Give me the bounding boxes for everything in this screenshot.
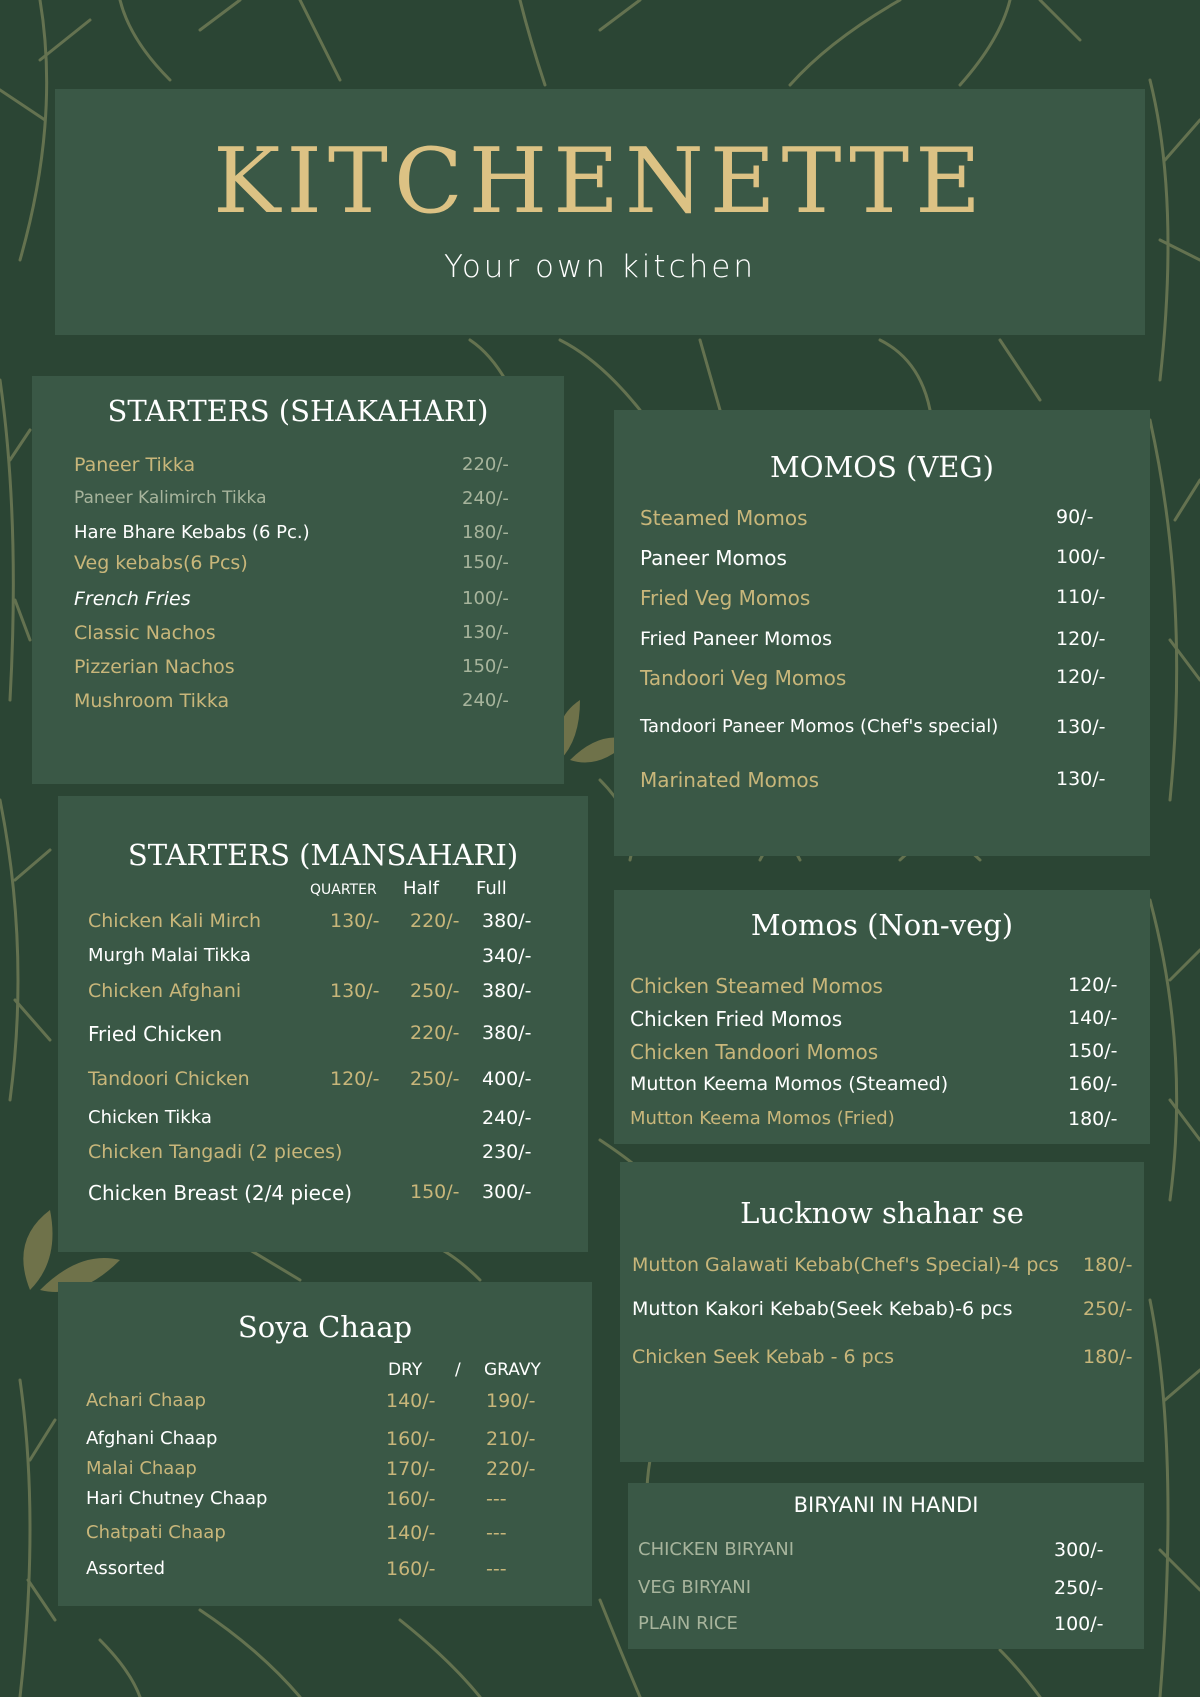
menu-item: [58, 910, 588, 940]
section-title: BIRYANI IN HANDI: [793, 1493, 979, 1517]
menu-item: [32, 454, 564, 484]
section-starters-veg: [32, 376, 564, 784]
item-name: Assorted: [86, 1558, 166, 1579]
menu-item: [58, 1141, 588, 1171]
menu-item: [628, 1613, 1144, 1643]
item-name: Tandoori Paneer Momos (Chef's special): [640, 716, 999, 737]
item-name: Chicken Kali Mirch: [88, 910, 262, 932]
item-price-price: 120/-: [1056, 666, 1106, 688]
item-price-price: 240/-: [462, 690, 509, 711]
menu-item: [614, 546, 1150, 576]
menu-item: [620, 1298, 1144, 1328]
item-price-dry: 170/-: [386, 1458, 436, 1480]
menu-item: [614, 974, 1150, 1004]
item-name: Chicken Steamed Momos: [630, 974, 883, 998]
item-name: Paneer Kalimirch Tikka: [74, 488, 267, 508]
menu-item: [614, 716, 1150, 746]
menu-item: [58, 1488, 592, 1518]
item-price-full: 230/-: [482, 1141, 532, 1163]
item-name: Marinated Momos: [640, 768, 820, 792]
item-price-price: 160/-: [1068, 1073, 1118, 1095]
menu-item: [32, 488, 564, 518]
item-name: Fried Paneer Momos: [640, 628, 832, 650]
item-price-half: 250/-: [410, 1068, 460, 1090]
menu-item: [32, 622, 564, 652]
item-price-gravy: ---: [486, 1522, 507, 1544]
item-price-price: 300/-: [1054, 1539, 1104, 1561]
item-name: Chicken Tikka: [88, 1107, 212, 1128]
section-title: Momos (Non-veg): [750, 908, 1014, 942]
column-half: Half: [403, 878, 439, 899]
item-price-gravy: 190/-: [486, 1390, 536, 1412]
item-price-full: 340/-: [482, 945, 532, 967]
item-price-dry: 160/-: [386, 1428, 436, 1450]
menu-item: [32, 552, 564, 582]
menu-item: [58, 1458, 592, 1488]
item-name: Hare Bhare Kebabs (6 Pc.): [74, 522, 310, 543]
item-price-price: 180/-: [1068, 1108, 1118, 1130]
menu-item: [628, 1577, 1144, 1607]
item-name: Fried Veg Momos: [640, 586, 811, 610]
item-price-quarter: 130/-: [330, 980, 380, 1002]
item-price-full: 380/-: [482, 1022, 532, 1044]
item-price-gravy: ---: [486, 1488, 507, 1510]
menu-item: [58, 945, 588, 975]
section-starters-nonveg: [58, 796, 588, 1252]
item-price-gravy: 220/-: [486, 1458, 536, 1480]
menu-item: [32, 522, 564, 552]
menu-item: [620, 1346, 1144, 1376]
item-price-price: 140/-: [1068, 1007, 1118, 1029]
item-price-half: 250/-: [410, 980, 460, 1002]
section-momos-nonveg: [614, 890, 1150, 1144]
tagline: Your own kitchen: [444, 249, 756, 285]
section-title: STARTERS (SHAKAHARI): [107, 394, 489, 428]
item-price-gravy: ---: [486, 1558, 507, 1580]
item-price-price: 120/-: [1068, 974, 1118, 996]
item-name: Classic Nachos: [74, 622, 216, 644]
menu-item: [614, 1108, 1150, 1138]
item-price-price: 240/-: [462, 488, 509, 509]
section-title: MOMOS (VEG): [770, 450, 994, 484]
item-price-price: 250/-: [1054, 1577, 1104, 1599]
column-separator: /: [455, 1360, 461, 1380]
menu-item: [614, 628, 1150, 658]
item-price-price: 100/-: [1054, 1613, 1104, 1635]
menu-item: [614, 1007, 1150, 1037]
menu-item: [32, 690, 564, 720]
menu-item: [614, 768, 1150, 798]
item-name: Mutton Kakori Kebab(Seek Kebab)-6 pcs: [632, 1298, 1013, 1320]
menu-item: [58, 1181, 588, 1211]
menu-item: [620, 1254, 1144, 1284]
item-name: Malai Chaap: [86, 1458, 197, 1479]
item-price-price: 220/-: [462, 454, 509, 475]
column-dry: DRY: [388, 1360, 423, 1380]
item-name: Chatpati Chaap: [86, 1522, 226, 1543]
item-name: Chicken Seek Kebab - 6 pcs: [632, 1346, 895, 1368]
menu-item: [628, 1539, 1144, 1569]
item-price-dry: 160/-: [386, 1558, 436, 1580]
item-price-price: 250/-: [1083, 1298, 1133, 1320]
item-name: Veg kebabs(6 Pcs): [74, 552, 248, 574]
item-name: Mutton Keema Momos (Steamed): [630, 1073, 949, 1095]
item-price-price: 150/-: [462, 552, 509, 573]
section-title: STARTERS (MANSAHARI): [127, 838, 519, 872]
column-full: Full: [476, 878, 507, 899]
menu-item: [614, 1073, 1150, 1103]
item-name: Pizzerian Nachos: [74, 656, 235, 678]
menu-item: [614, 1040, 1150, 1070]
item-name: Chicken Afghani: [88, 980, 242, 1002]
item-price-quarter: 120/-: [330, 1068, 380, 1090]
item-price-price: 180/-: [1083, 1346, 1133, 1368]
section-title: Soya Chaap: [237, 1310, 413, 1344]
menu-item: [614, 666, 1150, 696]
menu-item: [58, 1107, 588, 1137]
item-name: Mutton Keema Momos (Fried): [630, 1108, 895, 1129]
column-quarter: QUARTER: [310, 882, 377, 898]
menu-item: [58, 1068, 588, 1098]
item-name: PLAIN RICE: [638, 1613, 738, 1634]
item-name: Hari Chutney Chaap: [86, 1488, 268, 1509]
item-name: Afghani Chaap: [86, 1428, 218, 1449]
item-price-dry: 160/-: [386, 1488, 436, 1510]
section-biryani: [628, 1483, 1144, 1649]
item-price-price: 110/-: [1056, 586, 1106, 608]
item-name: French Fries: [74, 588, 191, 610]
item-price-price: 180/-: [1083, 1254, 1133, 1276]
menu-item: [58, 1522, 592, 1552]
item-price-price: 130/-: [1056, 768, 1106, 790]
menu-item: [614, 506, 1150, 536]
section-title: Lucknow shahar se: [740, 1196, 1024, 1230]
menu-item: [32, 588, 564, 618]
item-price-half: 150/-: [410, 1181, 460, 1203]
restaurant-name: KITCHENETTE: [213, 129, 987, 234]
menu-item: [32, 656, 564, 686]
item-price-dry: 140/-: [386, 1522, 436, 1544]
item-name: Tandoori Veg Momos: [640, 666, 847, 690]
item-price-full: 240/-: [482, 1107, 532, 1129]
item-name: Achari Chaap: [86, 1390, 206, 1411]
menu-item: [58, 1428, 592, 1458]
item-name: Chicken Fried Momos: [630, 1007, 843, 1031]
item-price-full: 400/-: [482, 1068, 532, 1090]
menu-item: [58, 980, 588, 1010]
item-name: CHICKEN BIRYANI: [638, 1539, 795, 1560]
item-name: Mutton Galawati Kebab(Chef's Special)-4 pcs: [632, 1254, 1059, 1276]
item-name: Tandoori Chicken: [88, 1068, 250, 1090]
item-price-price: 150/-: [462, 656, 509, 677]
item-name: Murgh Malai Tikka: [88, 945, 251, 966]
menu-item: [58, 1558, 592, 1588]
item-price-gravy: 210/-: [486, 1428, 536, 1450]
item-price-price: 90/-: [1056, 506, 1094, 528]
item-price-full: 380/-: [482, 980, 532, 1002]
item-price-price: 120/-: [1056, 628, 1106, 650]
item-price-price: 100/-: [1056, 546, 1106, 568]
item-name: Chicken Tangadi (2 pieces): [88, 1141, 343, 1163]
item-name: Chicken Breast (2/4 piece): [88, 1181, 353, 1205]
item-price-price: 100/-: [462, 588, 509, 609]
menu-item: [58, 1390, 592, 1420]
item-price-price: 180/-: [462, 522, 509, 543]
item-price-quarter: 130/-: [330, 910, 380, 932]
menu-item: [614, 586, 1150, 616]
item-price-price: 130/-: [1056, 716, 1106, 738]
item-price-dry: 140/-: [386, 1390, 436, 1412]
item-price-half: 220/-: [410, 1022, 460, 1044]
item-price-half: 220/-: [410, 910, 460, 932]
header-banner: [55, 89, 1145, 335]
item-price-full: 300/-: [482, 1181, 532, 1203]
item-name: Paneer Tikka: [74, 454, 196, 476]
item-name: Mushroom Tikka: [74, 690, 230, 712]
column-gravy: GRAVY: [484, 1360, 541, 1380]
item-price-price: 130/-: [462, 622, 509, 643]
menu-item: [58, 1022, 588, 1052]
item-name: Chicken Tandoori Momos: [630, 1040, 879, 1064]
item-name: Steamed Momos: [640, 506, 808, 530]
section-lucknow: [620, 1162, 1144, 1462]
section-soya-chaap: [58, 1282, 592, 1606]
item-name: Fried Chicken: [88, 1022, 223, 1046]
item-price-full: 380/-: [482, 910, 532, 932]
item-name: VEG BIRYANI: [638, 1577, 752, 1598]
item-price-price: 150/-: [1068, 1040, 1118, 1062]
section-momos-veg: [614, 410, 1150, 856]
item-name: Paneer Momos: [640, 546, 787, 570]
